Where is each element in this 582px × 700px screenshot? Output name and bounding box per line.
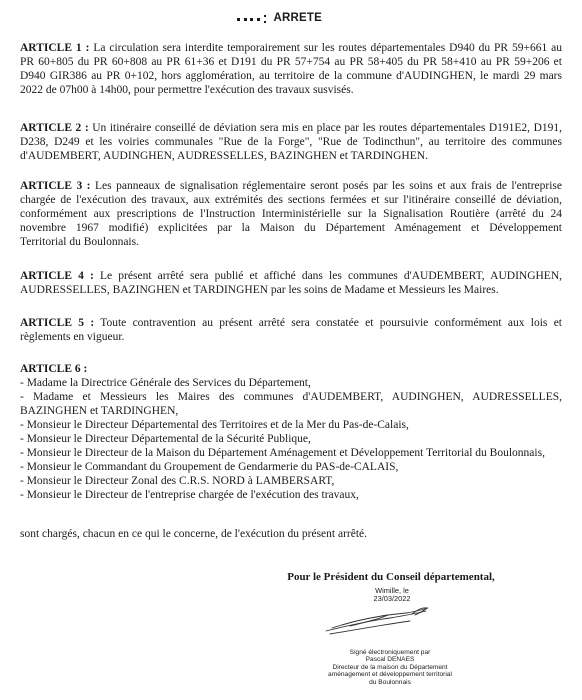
ornament-square xyxy=(244,18,247,21)
article-5 xyxy=(20,316,562,344)
recipient-item: - Madame la Directrice Générale des Services du Département, xyxy=(20,377,311,389)
article-line xyxy=(20,316,562,330)
article-line: Territorial du Boulonnais. xyxy=(20,236,139,248)
article-line: D238, D249 et les voiries communales "Rue de la Forge", "Rue de Todincthun", au territoire des communes xyxy=(20,136,562,148)
recipient-item-continuation: BAZINGHEN et TARDINGHEN, xyxy=(20,405,179,417)
article-line xyxy=(20,121,562,135)
electronic-signature-info xyxy=(250,649,530,686)
ornament-square xyxy=(257,18,260,21)
closing-line: sont chargés, chacun en ce qui le concerne, de l'exécution du présent arrêté. xyxy=(20,528,368,540)
article-text: La circulation sera interdite temporairement sur les routes départementales D940 du PR 59+661 au xyxy=(93,42,563,54)
recipient-item: - Monsieur le Commandant du Groupement de Gendarmerie du PAS-de-CALAIS, xyxy=(20,461,399,473)
signer-name: Pascal DENAES xyxy=(365,656,415,664)
article-label: ARTICLE 1 : xyxy=(20,42,90,54)
title-ornament xyxy=(237,10,266,26)
article-line xyxy=(20,362,562,376)
article-line: règlements en vigueur. xyxy=(20,331,125,343)
signature-stroke xyxy=(326,611,426,631)
article-label: ARTICLE 5 : xyxy=(20,317,95,329)
place-and-date xyxy=(250,587,534,603)
signing-date: 23/03/2022 xyxy=(373,594,411,604)
handwritten-signature xyxy=(322,603,432,637)
article-label: ARTICLE 4 : xyxy=(20,270,94,282)
recipient-item: - Monsieur le Directeur de l'entreprise chargée de l'exécution des travaux, xyxy=(20,489,359,501)
recipient-item: - Monsieur le Directeur Départemental de la Sécurité Publique, xyxy=(20,433,311,445)
article-line: conformément aux prescriptions de l'Instruction Interministérielle sur la Signalisation Routière (arrêté du 24 xyxy=(20,208,562,220)
article-text: Un itinéraire conseillé de déviation sera mis en place par les routes départementales D191E2, D191, xyxy=(92,122,563,134)
article-text: Toute contravention au présent arrêté sera constatée et poursuivie conformément aux lois et xyxy=(100,317,563,329)
article-line: PR 60+805 du PR 60+808 au PR 61+36 et D191 du PR 57+754 au PR 58+405 du PR 58+410 au PR 59+206 et xyxy=(20,56,562,68)
article-line: 2022 de 07h00 à 14h00, pour permettre l'exécution des travaux susvisés. xyxy=(20,84,354,96)
signer-title: aménagement et développement territorial xyxy=(328,671,452,679)
article-6 xyxy=(20,362,562,502)
article-label: ARTICLE 3 : xyxy=(20,180,91,192)
article-3 xyxy=(20,179,562,249)
document-title: ARRETE xyxy=(273,12,322,24)
article-line xyxy=(20,179,562,193)
closing-sentence xyxy=(20,527,562,541)
recipient-item: - Monsieur le Directeur Zonal des C.R.S. NORD à LAMBERSART, xyxy=(20,475,335,487)
recipient-item: - Madame et Messieurs les Maires des communes d'AUDEMBERT, AUDINGHEN, AUDRESSELLES, xyxy=(20,391,562,403)
signer-title: Directeur de la maison du Département xyxy=(332,663,448,671)
signed-line: Signé électroniquement par xyxy=(349,649,431,656)
ornament-colon xyxy=(264,15,266,23)
signer-title: du Boulonnais xyxy=(369,678,411,686)
article-line: AUDRESSELLES, BAZINGHEN et TARDINGHEN par les soins de Madame et Messieurs les Maires. xyxy=(20,284,499,296)
signatory-authority: Pour le Président du Conseil départemental, xyxy=(287,571,495,583)
article-1 xyxy=(20,41,562,97)
article-line xyxy=(20,269,562,283)
article-text: Les panneaux de signalisation réglementaire seront posés par les soins et aux frais de l'entreprise xyxy=(95,180,563,192)
article-line: D940 GIR386 au PR 0+102, hors agglomération, au territoire de la commune d'AUDINGHEN, le mardi 29 mars xyxy=(20,70,562,82)
article-4 xyxy=(20,269,562,297)
article-line: chargée de l'exécution des travaux, aux extrémités des sections fermées et sur l'itinéraire conseillé de déviation, xyxy=(20,194,562,206)
article-line: novembre 1967 modifié) explicitées par la Maison du Département Aménagement et Développement xyxy=(20,222,562,234)
article-label: ARTICLE 2 : xyxy=(20,122,89,134)
article-text: Le présent arrêté sera publié et affiché dans les communes d'AUDEMBERT, AUDINGHEN, xyxy=(100,270,563,282)
ornament-square xyxy=(237,18,240,21)
recipient-item: - Monsieur le Directeur de la Maison du Département Aménagement et Développement Territorial du Boulonnais, xyxy=(20,447,545,459)
article-line xyxy=(20,41,562,55)
recipient-item: - Monsieur le Directeur Départemental des Territoires et de la Mer du Pas-de-Calais, xyxy=(20,419,409,431)
article-label: ARTICLE 6 : xyxy=(20,363,88,375)
article-2 xyxy=(20,121,562,163)
title-bar xyxy=(237,10,322,26)
article-line: d'AUDEMBERT, AUDINGHEN, AUDRESSELLES, BAZINGHEN et TARDINGHEN. xyxy=(20,150,428,162)
signing-place: Wimille, le xyxy=(375,586,409,595)
ornament-square xyxy=(250,18,253,21)
